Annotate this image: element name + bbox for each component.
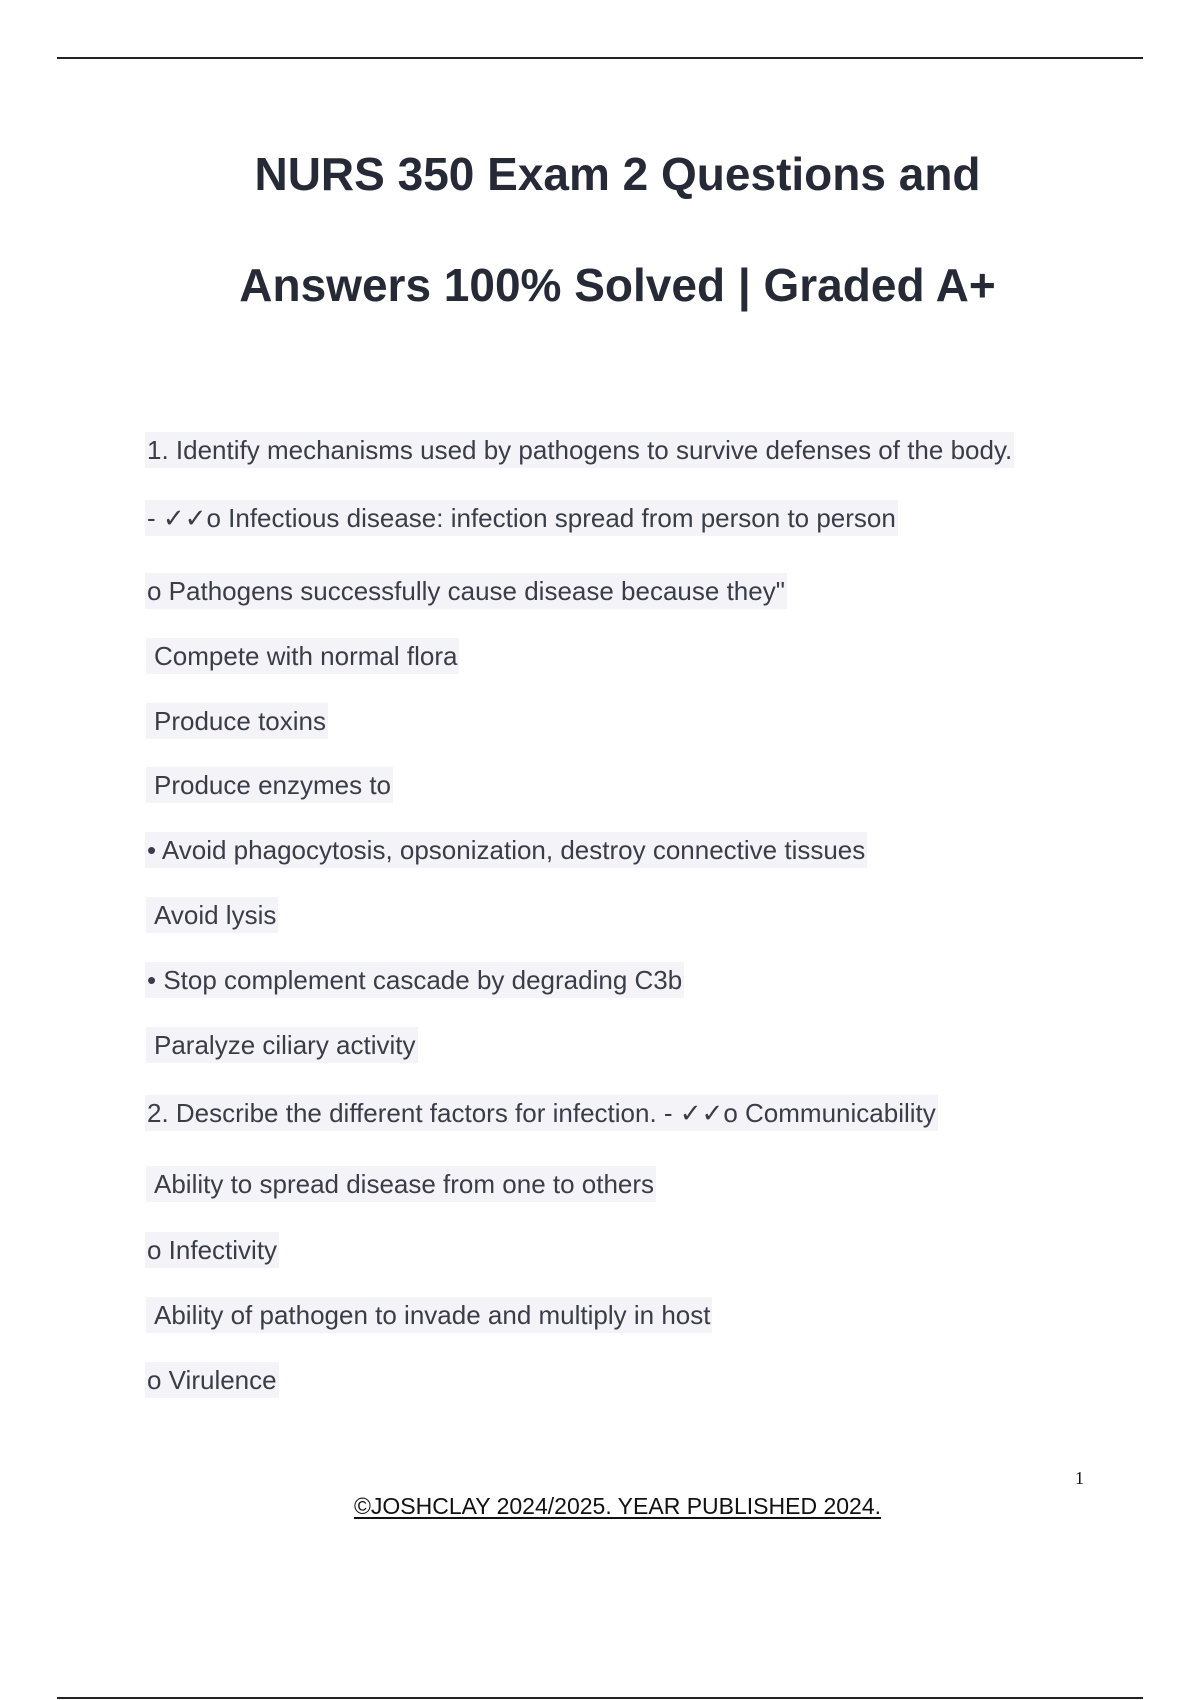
answer-line: Produce enzymes to <box>146 767 393 803</box>
document-title-line-2: Answers 100% Solved | Graded A+ <box>239 259 996 311</box>
question-1: 1. Identify mechanisms used by pathogens to survive defenses of the body. <box>145 432 1014 468</box>
bottom-rule <box>57 1697 1143 1699</box>
answer-line: Produce toxins <box>146 703 328 739</box>
answer-line: • Avoid phagocytosis, opsonization, destroy connective tissues <box>145 832 867 868</box>
top-rule <box>57 57 1143 59</box>
answer-line: • Stop complement cascade by degrading C3b <box>145 962 684 998</box>
answer-line: Ability of pathogen to invade and multiply in host <box>146 1297 712 1333</box>
document-title-line-1: NURS 350 Exam 2 Questions and <box>254 148 981 200</box>
answer-line: Paralyze ciliary activity <box>146 1027 418 1063</box>
footer-copyright <box>0 1493 1200 1520</box>
question-2: 2. Describe the different factors for infection. - ✓✓o Communicability <box>145 1095 938 1131</box>
answer-line: - ✓✓o Infectious disease: infection spread from person to person <box>145 500 898 536</box>
answer-line: Ability to spread disease from one to others <box>146 1166 656 1202</box>
footer-text: ©JOSHCLAY 2024/2025. YEAR PUBLISHED 2024. <box>353 1493 882 1519</box>
answer-line: o Pathogens successfully cause disease because they" <box>145 573 787 609</box>
answer-line: o Virulence <box>145 1362 279 1398</box>
page-number: 1 <box>1075 1468 1084 1488</box>
answer-line: Avoid lysis <box>146 897 278 933</box>
answer-line: Compete with normal flora <box>146 638 459 674</box>
answer-line: o Infectivity <box>145 1232 279 1268</box>
